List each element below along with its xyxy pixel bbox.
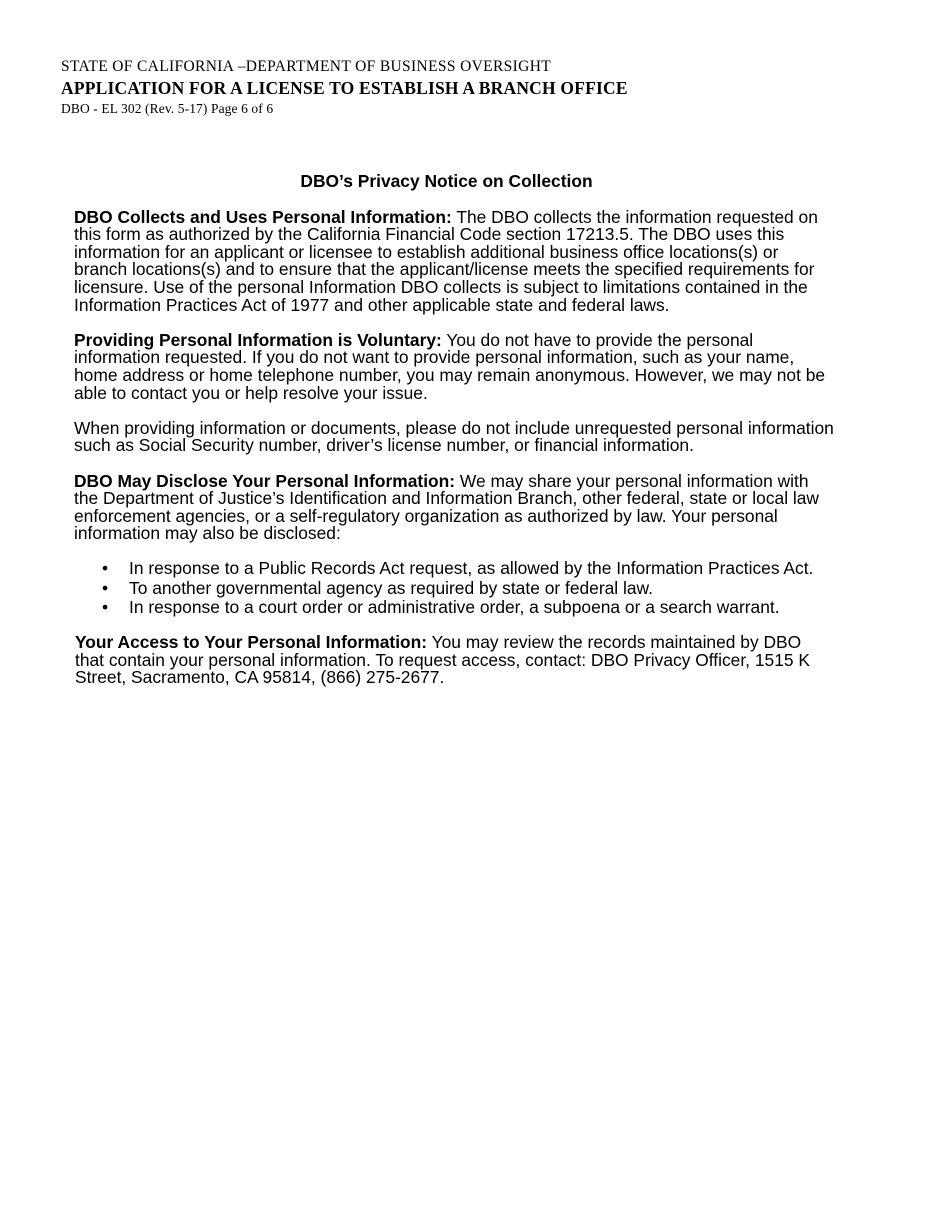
form-id: DBO - EL 302 (Rev. 5-17) Page 6 of 6 xyxy=(61,101,274,116)
list-item-text: In response to a Public Records Act request, as allowed by the Information Practices Act. xyxy=(129,558,814,579)
disclose-text: We may share your personal information with the Department of Justice’s Identification and Information Branch, other federal, state or local law enforcement agencies, or a self-regulatory organization as authorized by law. Your personal information may also be disclosed: xyxy=(74,470,819,544)
list-item-text: To another governmental agency as required by state or federal law. xyxy=(129,577,653,598)
notice-title: DBO’s Privacy Notice on Collection xyxy=(300,171,593,191)
bullet-icon: • xyxy=(102,558,109,579)
bullet-icon: • xyxy=(102,577,109,598)
access-paragraph xyxy=(75,634,834,687)
list-item-text: In response to a court order or administrative order, a subpoena or a search warrant. xyxy=(129,596,780,617)
access-text: You may review the records maintained by DBO that contain your personal information. To request access, contact: DBO Privacy Officer, 1515 K Street, Sacramento, CA 95814, (866) 275-2677. xyxy=(75,632,810,688)
voluntary-heading: Providing Personal Information is Voluntary: xyxy=(74,329,442,350)
privacy-notice xyxy=(74,173,834,704)
list-item xyxy=(102,577,834,598)
access-heading: Your Access to Your Personal Information: xyxy=(75,632,428,653)
voluntary-text: You do not have to provide the personal information requested. If you do not want to provide personal information, such as your name, home address or home telephone number, you may remain anonymous. However, we may not be able to contact you or help resolve your issue. xyxy=(74,329,826,403)
bullet-icon: • xyxy=(102,596,109,617)
voluntary-paragraph xyxy=(74,329,834,403)
collects-text: The DBO collects the information requested on this form as authorized by the California Financial Code section 17213.5. The DBO uses this information for an applicant or licensee to establish additional business office locations(s) or branch locations(s) and to ensure that the applicant/license meets the specified requirements for licensure. Use of the personal Information DBO collects is subject to limitations contained in the Information Practices Act of 1977 and other applicable state and federal laws. xyxy=(74,206,818,315)
list-item xyxy=(102,558,834,579)
disclosure-list xyxy=(74,560,834,616)
disclose-paragraph xyxy=(74,470,834,544)
agency-name: STATE OF CALIFORNIA –DEPARTMENT OF BUSINESS OVERSIGHT xyxy=(61,58,552,75)
disclose-heading: DBO May Disclose Your Personal Information: xyxy=(74,470,456,491)
list-item xyxy=(102,596,834,617)
collects-heading: DBO Collects and Uses Personal Information: xyxy=(74,206,452,227)
document-header xyxy=(61,56,628,119)
documents-paragraph: When providing information or documents, please do not include unrequested personal information such as Social Security number, driver’s license number, or financial information. xyxy=(74,417,834,456)
form-title: APPLICATION FOR A LICENSE TO ESTABLISH A BRANCH OFFICE xyxy=(61,78,628,98)
collects-paragraph xyxy=(74,206,834,315)
